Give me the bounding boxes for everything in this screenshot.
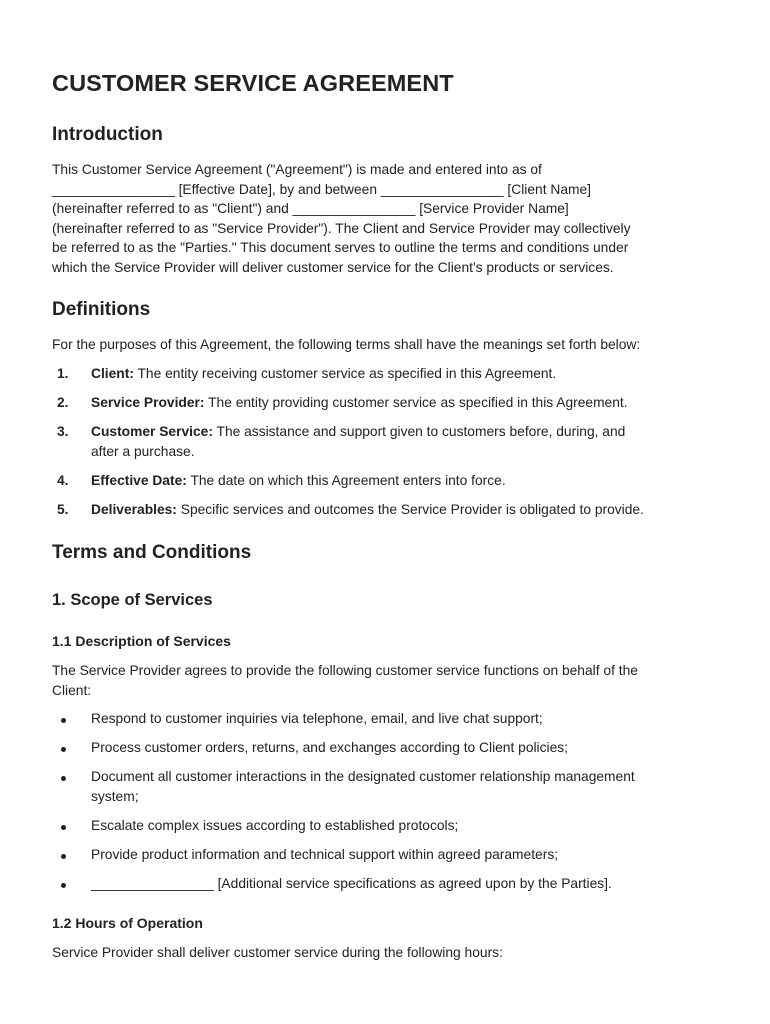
definition-text: Specific services and outcomes the Service Provider is obligated to provide. bbox=[176, 501, 644, 517]
definition-number: 1. bbox=[57, 366, 69, 381]
bullet-dot bbox=[61, 776, 66, 781]
definition-item bbox=[52, 500, 730, 520]
definitions-list bbox=[52, 364, 730, 529]
bullet-item bbox=[52, 709, 730, 729]
definition-item bbox=[52, 393, 730, 413]
terms-heading: Terms and Conditions bbox=[52, 542, 252, 563]
bullet-text: Document all customer interactions in the designated customer relationship management bbox=[91, 769, 635, 785]
bullet-dot bbox=[61, 883, 66, 888]
definitions-intro: For the purposes of this Agreement, the following terms shall have the meanings set forth below: bbox=[52, 337, 641, 352]
description-heading: 1.1 Description of Services bbox=[52, 633, 231, 649]
scope-heading: 1. Scope of Services bbox=[52, 591, 213, 609]
description-intro-line: The Service Provider agrees to provide the following customer service functions on behalf of the bbox=[52, 663, 638, 678]
definition-text: The entity receiving customer service as specified in this Agreement. bbox=[133, 366, 557, 381]
definition-text: The entity providing customer service as specified in this Agreement. bbox=[204, 395, 628, 411]
intro-line: be referred to as the "Parties." This document serves to outline the terms and conditions under bbox=[52, 240, 629, 256]
bullet-text: Process customer orders, returns, and exchanges according to Client policies; bbox=[91, 740, 568, 756]
definition-number: 2. bbox=[57, 395, 69, 411]
intro-line: (hereinafter referred to as "Client") and ________________ [Service Provider Name] bbox=[52, 201, 569, 217]
document-title: CUSTOMER SERVICE AGREEMENT bbox=[52, 70, 454, 96]
hours-heading: 1.2 Hours of Operation bbox=[52, 915, 203, 931]
introduction-heading: Introduction bbox=[52, 124, 163, 145]
bullet-text: Escalate complex issues according to established protocols; bbox=[91, 817, 459, 833]
definition-item bbox=[52, 364, 730, 384]
intro-line: This Customer Service Agreement ("Agreement") is made and entered into as of bbox=[52, 162, 542, 177]
bullet-text: Respond to customer inquiries via telephone, email, and live chat support; bbox=[91, 711, 543, 726]
bullet-item bbox=[52, 738, 730, 758]
services-bullet-list bbox=[52, 709, 730, 903]
definition-number: 5. bbox=[57, 501, 69, 517]
definition-number: 3. bbox=[57, 424, 69, 440]
bullet-text: Provide product information and technical support within agreed parameters; bbox=[91, 846, 559, 862]
definition-term: Client: bbox=[91, 366, 134, 381]
definition-number: 4. bbox=[57, 472, 69, 488]
definitions-heading: Definitions bbox=[52, 299, 151, 320]
definition-item bbox=[52, 422, 730, 461]
definition-term: Customer Service: bbox=[91, 424, 213, 440]
bullet-item bbox=[52, 767, 730, 806]
definition-term: Effective Date: bbox=[91, 472, 187, 488]
definition-text-continued: after a purchase. bbox=[91, 443, 195, 459]
bullet-dot bbox=[61, 718, 66, 723]
definition-text: The assistance and support given to customers before, during, and bbox=[212, 424, 626, 440]
definition-term: Service Provider: bbox=[91, 395, 205, 411]
bullet-item bbox=[52, 845, 730, 865]
bullet-item bbox=[52, 816, 730, 836]
intro-line: (hereinafter referred to as "Service Provider"). The Client and Service Provider may collectively bbox=[52, 220, 631, 236]
definition-text: The date on which this Agreement enters into force. bbox=[186, 472, 506, 488]
description-intro bbox=[52, 661, 730, 700]
intro-line: which the Service Provider will deliver customer service for the Client's products or services. bbox=[52, 259, 614, 275]
definition-term: Deliverables: bbox=[91, 501, 177, 517]
bullet-text: ________________ [Additional service specifications as agreed upon by the Parties]. bbox=[91, 876, 612, 892]
introduction-paragraph bbox=[52, 160, 730, 278]
bullet-dot bbox=[61, 747, 66, 752]
intro-line: ________________ [Effective Date], by and between ________________ [Client Name] bbox=[52, 181, 592, 197]
bullet-dot bbox=[61, 825, 66, 830]
description-intro-line: Client: bbox=[52, 682, 92, 698]
hours-text: Service Provider shall deliver customer service during the following hours: bbox=[52, 945, 503, 960]
bullet-item bbox=[52, 874, 730, 894]
bullet-text-continued: system; bbox=[91, 788, 139, 804]
bullet-dot bbox=[61, 854, 66, 859]
definition-item bbox=[52, 471, 730, 491]
